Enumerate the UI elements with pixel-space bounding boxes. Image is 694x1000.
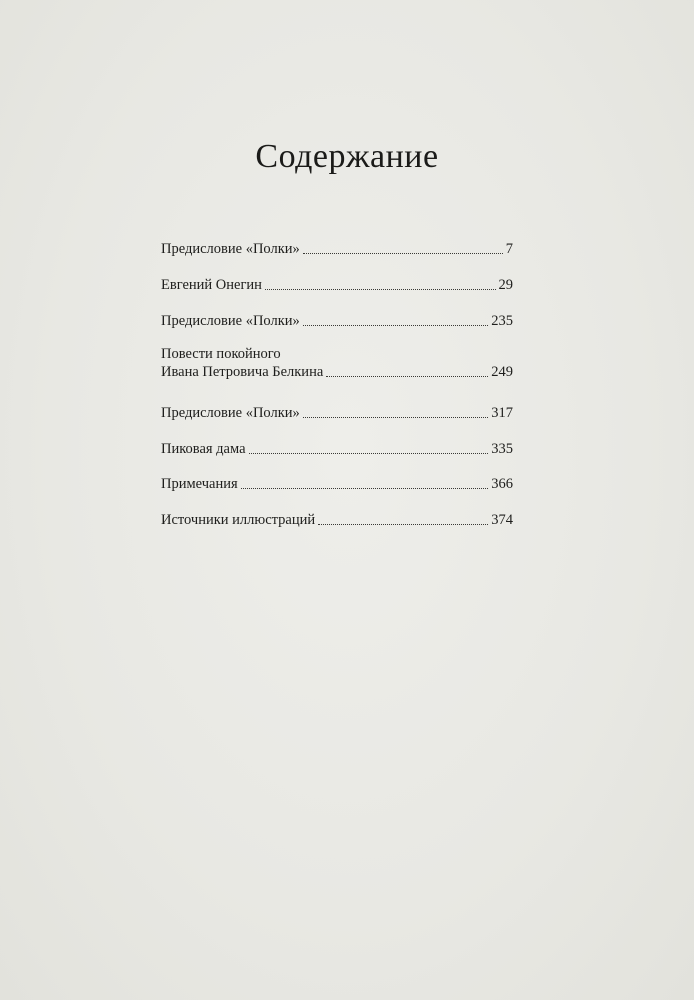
- toc-entry-title: Предисловие «Полки»: [161, 241, 300, 257]
- toc-entry-page: 317: [491, 405, 513, 421]
- toc-entry-page: 249: [491, 364, 513, 380]
- dot-leader: [241, 488, 489, 489]
- toc-entry-page: 29: [498, 277, 513, 293]
- toc-entry: [161, 240, 513, 258]
- toc-entry-page: 366: [491, 476, 513, 492]
- page-title: Содержание: [255, 138, 439, 175]
- toc-entry-title-line2: Ивана Петровича Белкина: [161, 364, 324, 380]
- toc-entry: [161, 312, 513, 330]
- toc-entry-title: Евгений Онегин: [161, 277, 262, 293]
- dot-leader: [318, 524, 488, 525]
- toc-entry-line2: [161, 363, 513, 381]
- dot-leader: [303, 417, 488, 418]
- toc-entry: [161, 276, 513, 294]
- toc-entry: [161, 345, 513, 381]
- dot-leader: [326, 376, 488, 377]
- toc-entry-title: Пиковая дама: [161, 441, 246, 457]
- toc-entry: [161, 404, 513, 422]
- toc-entry-title-line1: Повести покойного: [161, 346, 281, 362]
- toc-entry-page: 7: [505, 241, 513, 257]
- dot-leader: [265, 289, 496, 290]
- toc-entry: [161, 511, 513, 529]
- toc-entry-title: Предисловие «Полки»: [161, 405, 300, 421]
- toc-entry-page: 374: [491, 512, 513, 528]
- dot-leader: [249, 453, 489, 454]
- toc-entry: [161, 440, 513, 458]
- dot-leader: [303, 325, 488, 326]
- toc-entry-page: 335: [491, 441, 513, 457]
- dot-leader: [303, 253, 503, 254]
- toc-entry-page: 235: [491, 313, 513, 329]
- toc-entry-title: Источники иллюстраций: [161, 512, 316, 528]
- toc-entry-title: Предисловие «Полки»: [161, 313, 300, 329]
- toc-entry-title: Примечания: [161, 476, 238, 492]
- toc-entry: [161, 475, 513, 493]
